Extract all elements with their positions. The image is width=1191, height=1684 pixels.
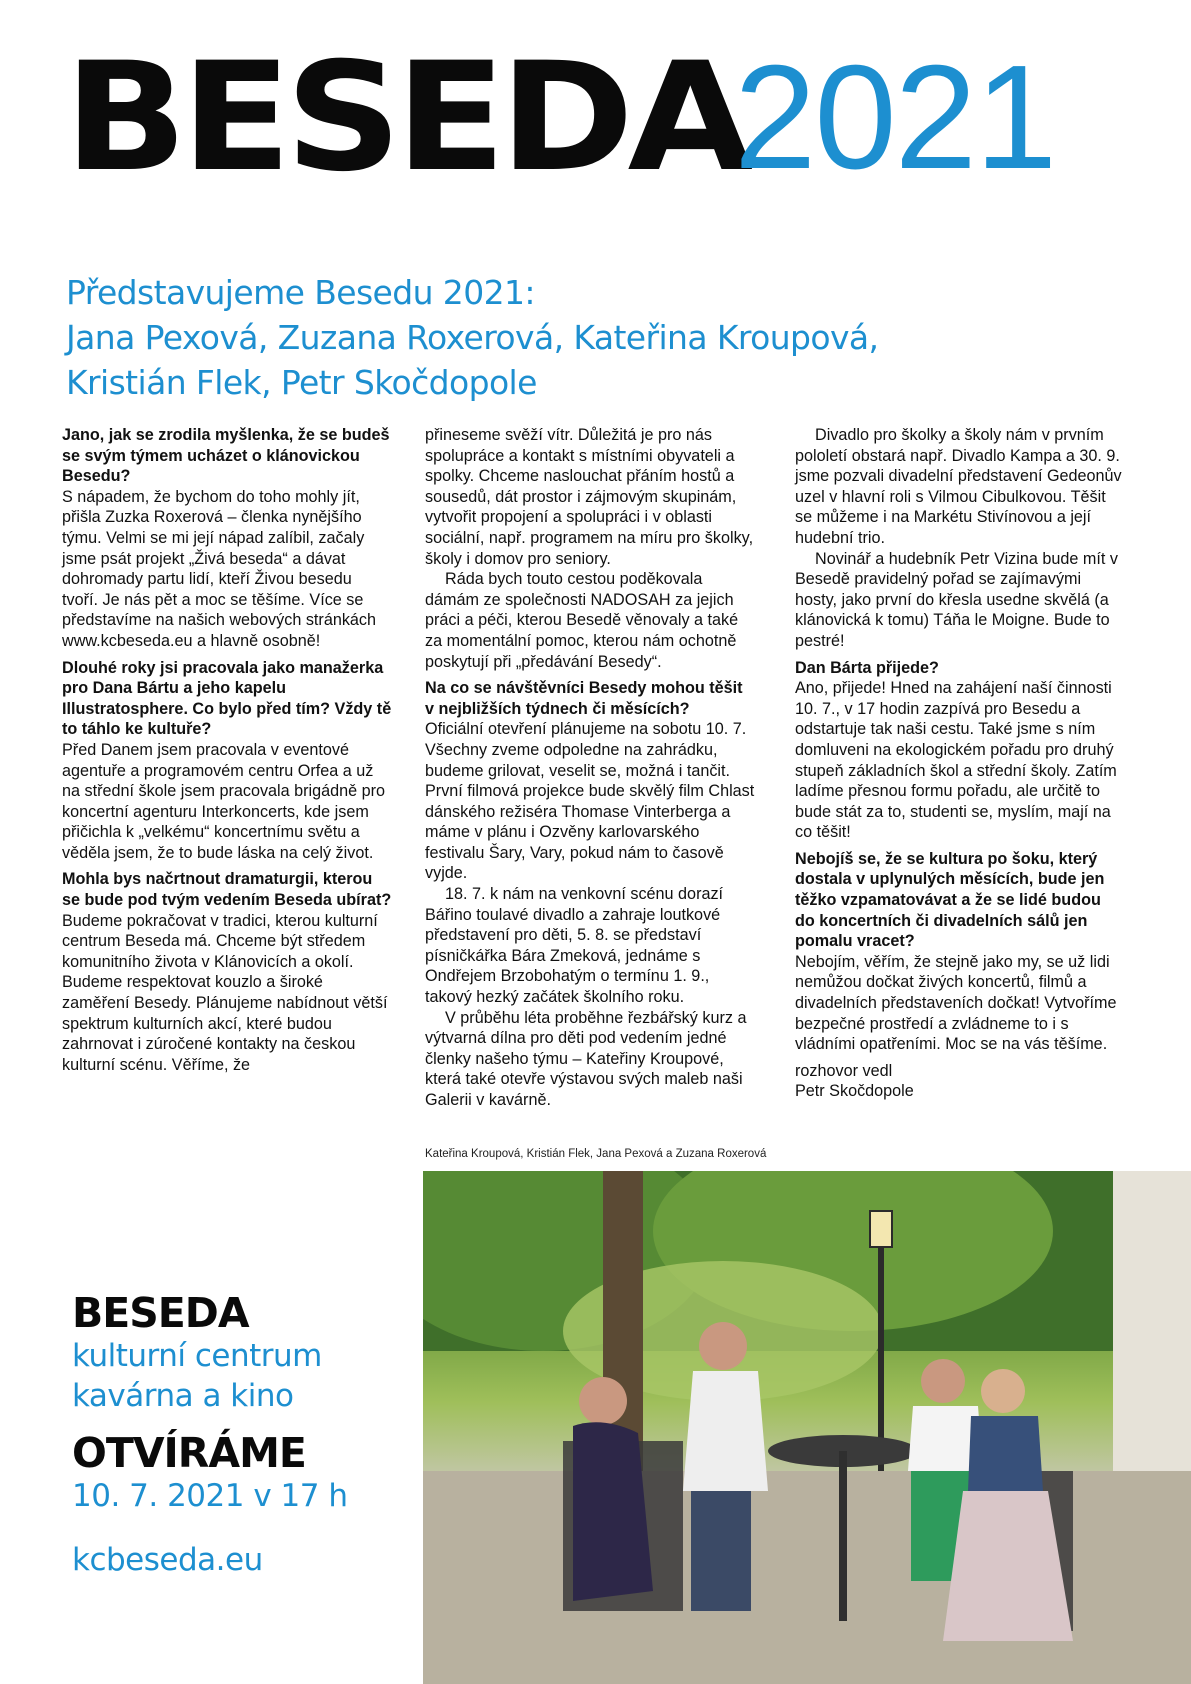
promo-subtitle-1: kulturní centrum	[72, 1338, 322, 1374]
interview-answer: přineseme svěží vítr. Důležitá je pro nás spolupráce a kontakt s místními obyvateli a spolky. Chceme naslouchat přáním hostů a sousedů, dát prostor i zájmovým skupinám, vytvořit propojení a spolupráci i v oblasti sociální, např. programem na míru pro školky, školy i domov pro seniory.	[425, 426, 754, 568]
promo-block	[72, 1290, 347, 1580]
person-head	[921, 1359, 965, 1403]
interview-answer: Oficiální otevření plánujeme na sobotu 10. 7. Všechny zveme odpoledne na zahrádku, budeme grilovat, veselit se, možná i tančit. První filmová projekce bude skvělý film Chlast dánského režiséra Thomase Vinterberga a máme v plánu i Ozvěny karlovarského festivalu Šary, Vary, pokud nám to časově vyjde.	[425, 720, 755, 883]
person-trousers	[691, 1491, 751, 1611]
team-photo	[423, 1171, 1191, 1684]
promo-opening-date: 10. 7. 2021 v 17 h	[72, 1478, 348, 1514]
interview-question: Nebojíš se, že se kultura po šoku, který dostala v uplynulých měsících, bude jen těžko vzpamatovávat a že se lidé budou do koncertních či divadelních sálů jen pomalu vracet?	[795, 849, 1105, 951]
interview-answer: Budeme pokračovat v tradici, kterou kulturní centrum Beseda má. Chceme být středem komunitního života v Klánovicích a okolí. Budeme respektovat kouzlo a široké zaměření Besedy. Plánujeme nabídnout větší spektrum kulturních akcí, které budou zahrnovat i zúročené kontakty na českou kulturní scénu. Věříme, že	[62, 911, 388, 1074]
interview-answer: S nápadem, že bychom do toho mohly jít, přišla Zuzka Roxerová – členka nynějšího týmu. Velmi se mi její nápad zalíbil, začaly jsme psát projekt „Živá beseda“ a dávat dohromady partu lidí, kteří Živou besedu tvoří. Je nás pět a moc se těšíme. Více se představíme na našich webových stránkách www.kcbeseda.eu a hlavně osobně!	[62, 487, 377, 650]
person-shirt	[683, 1371, 768, 1491]
person-head	[699, 1322, 747, 1370]
interview-answer: Novinář a hudebník Petr Vizina bude mít v Besedě pravidelný pořad se zajímavými hosty, jako první do křesla usedne skvělá (a klánovická k tomu) Táňa le Moigne. Bude to pestré!	[795, 549, 1118, 650]
interview-question: Jano, jak se zrodila myšlenka, že se budeš se svým týmem ucházet o klánovickou Besedu?	[62, 426, 390, 486]
gravel-ground	[423, 1471, 1191, 1684]
photo-illustration	[423, 1171, 1191, 1684]
interview-answer: Nebojím, věřím, že stejně jako my, se už lidi nemůžou dočkat živých koncertů, filmů a divadelních představeních dočkat! Vytvoříme bezpečné prostředí a zvládneme to i s vládními opatřeními. Moc se na vás těšíme.	[795, 952, 1117, 1054]
signature-name: Petr Skočdopole	[795, 1082, 914, 1101]
interview-answer: V průběhu léta proběhne řezbářský kurz a výtvarná dílna pro děti pod vedením jedné členky našeho týmu – Kateřiny Kroupové, která také otevře výstavou svých maleb naši Galerii v kavárně.	[425, 1008, 747, 1109]
promo-name: BESEDA	[72, 1289, 249, 1337]
signature-label: rozhovor vedl	[795, 1061, 893, 1080]
article-column-3	[795, 425, 1125, 1102]
table-leg	[839, 1451, 847, 1621]
article-headline	[66, 270, 1116, 405]
interview-question: Dlouhé roky jsi pracovala jako manažerka pro Dana Bártu a jeho kapelu Illustratosphere. Co bylo před tím? Vždy tě to táhlo ke kultuře?	[62, 658, 392, 739]
interview-answer: Ráda bych touto cestou poděkovala dámám ze společnosti NADOSAH za jejich práci a péči, kterou Besedě věnovaly a také za momentální pomoc, kterou nám ochotně poskytují při „předávání Besedy“.	[425, 570, 739, 671]
masthead-word: BESEDA	[64, 31, 747, 205]
article-column-1	[62, 425, 392, 1075]
photo-caption: Kateřina Kroupová, Kristián Flek, Jana Pexová a Zuzana Roxerová	[425, 1148, 767, 1160]
interview-question: Na co se návštěvníci Besedy mohou těšit v nejbližších týdnech či měsících?	[425, 679, 743, 718]
interview-question: Mohla bys načrtnout dramaturgii, kterou se bude pod tvým vedením Beseda ubírat?	[62, 870, 392, 910]
lamp	[870, 1211, 892, 1247]
person-head	[579, 1377, 627, 1425]
promo-subtitle-2: kavárna a kino	[72, 1378, 294, 1414]
interview-question: Dan Bárta přijede?	[795, 658, 939, 677]
headline-line-2: Jana Pexová, Zuzana Roxerová, Kateřina Kroupová,	[66, 318, 879, 357]
headline-line-1: Představujeme Besedu 2021:	[66, 273, 535, 312]
person-jacket	[968, 1416, 1043, 1491]
lamp-post	[878, 1211, 884, 1511]
interview-answer: Divadlo pro školky a školy nám v prvním pololetí obstará např. Divadlo Kampa a 30. 9. jsme pozvali divadelní představení Gedeonův uzel v hlavní roli s Vilmou Cibulkovou. Těšit se můžeme i na Markétu Stivínovou a její hudební trio.	[795, 426, 1122, 547]
article-column-2	[425, 425, 755, 1111]
promo-website: kcbeseda.eu	[72, 1542, 263, 1578]
promo-opening-title: OTVÍRÁME	[72, 1429, 306, 1477]
person-head	[981, 1369, 1025, 1413]
interview-answer: Ano, přijede! Hned na zahájení naší činnosti 10. 7., v 17 hodin zazpívá pro Besedu a odstartuje tak naši cestu. Také jsme s ním domluveni na ekologickém pořadu pro druhý stupeň základních škol a střední školy. Zatím ladíme přesnou formu pořadu, ale určitě to bude stát za to, studenti se, myslím, mají na co těšit!	[795, 679, 1117, 842]
masthead	[64, 31, 1056, 205]
headline-line-3: Kristián Flek, Petr Skočdopole	[66, 363, 537, 402]
interview-answer: 18. 7. k nám na venkovní scénu dorazí Bářino toulavé divadlo a zahraje loutkové představení pro děti, 5. 8. se představí písničkářka Bára Zmeková, jednáme s Ondřejem Brzobohatým o termínu 1. 9., takový hezký začátek školního roku.	[425, 885, 724, 1007]
masthead-year: 2021	[734, 35, 1056, 200]
interview-answer: Před Danem jsem pracovala v eventové agentuře a programovém centru Orfea a už na střední škole jsem pracovala brigádně pro koncertní agenturu Interkoncerts, kde jsem přičichla k „velkému“ koncertnímu světu a věděla jsem, že to bude láska na celý život.	[62, 740, 386, 862]
